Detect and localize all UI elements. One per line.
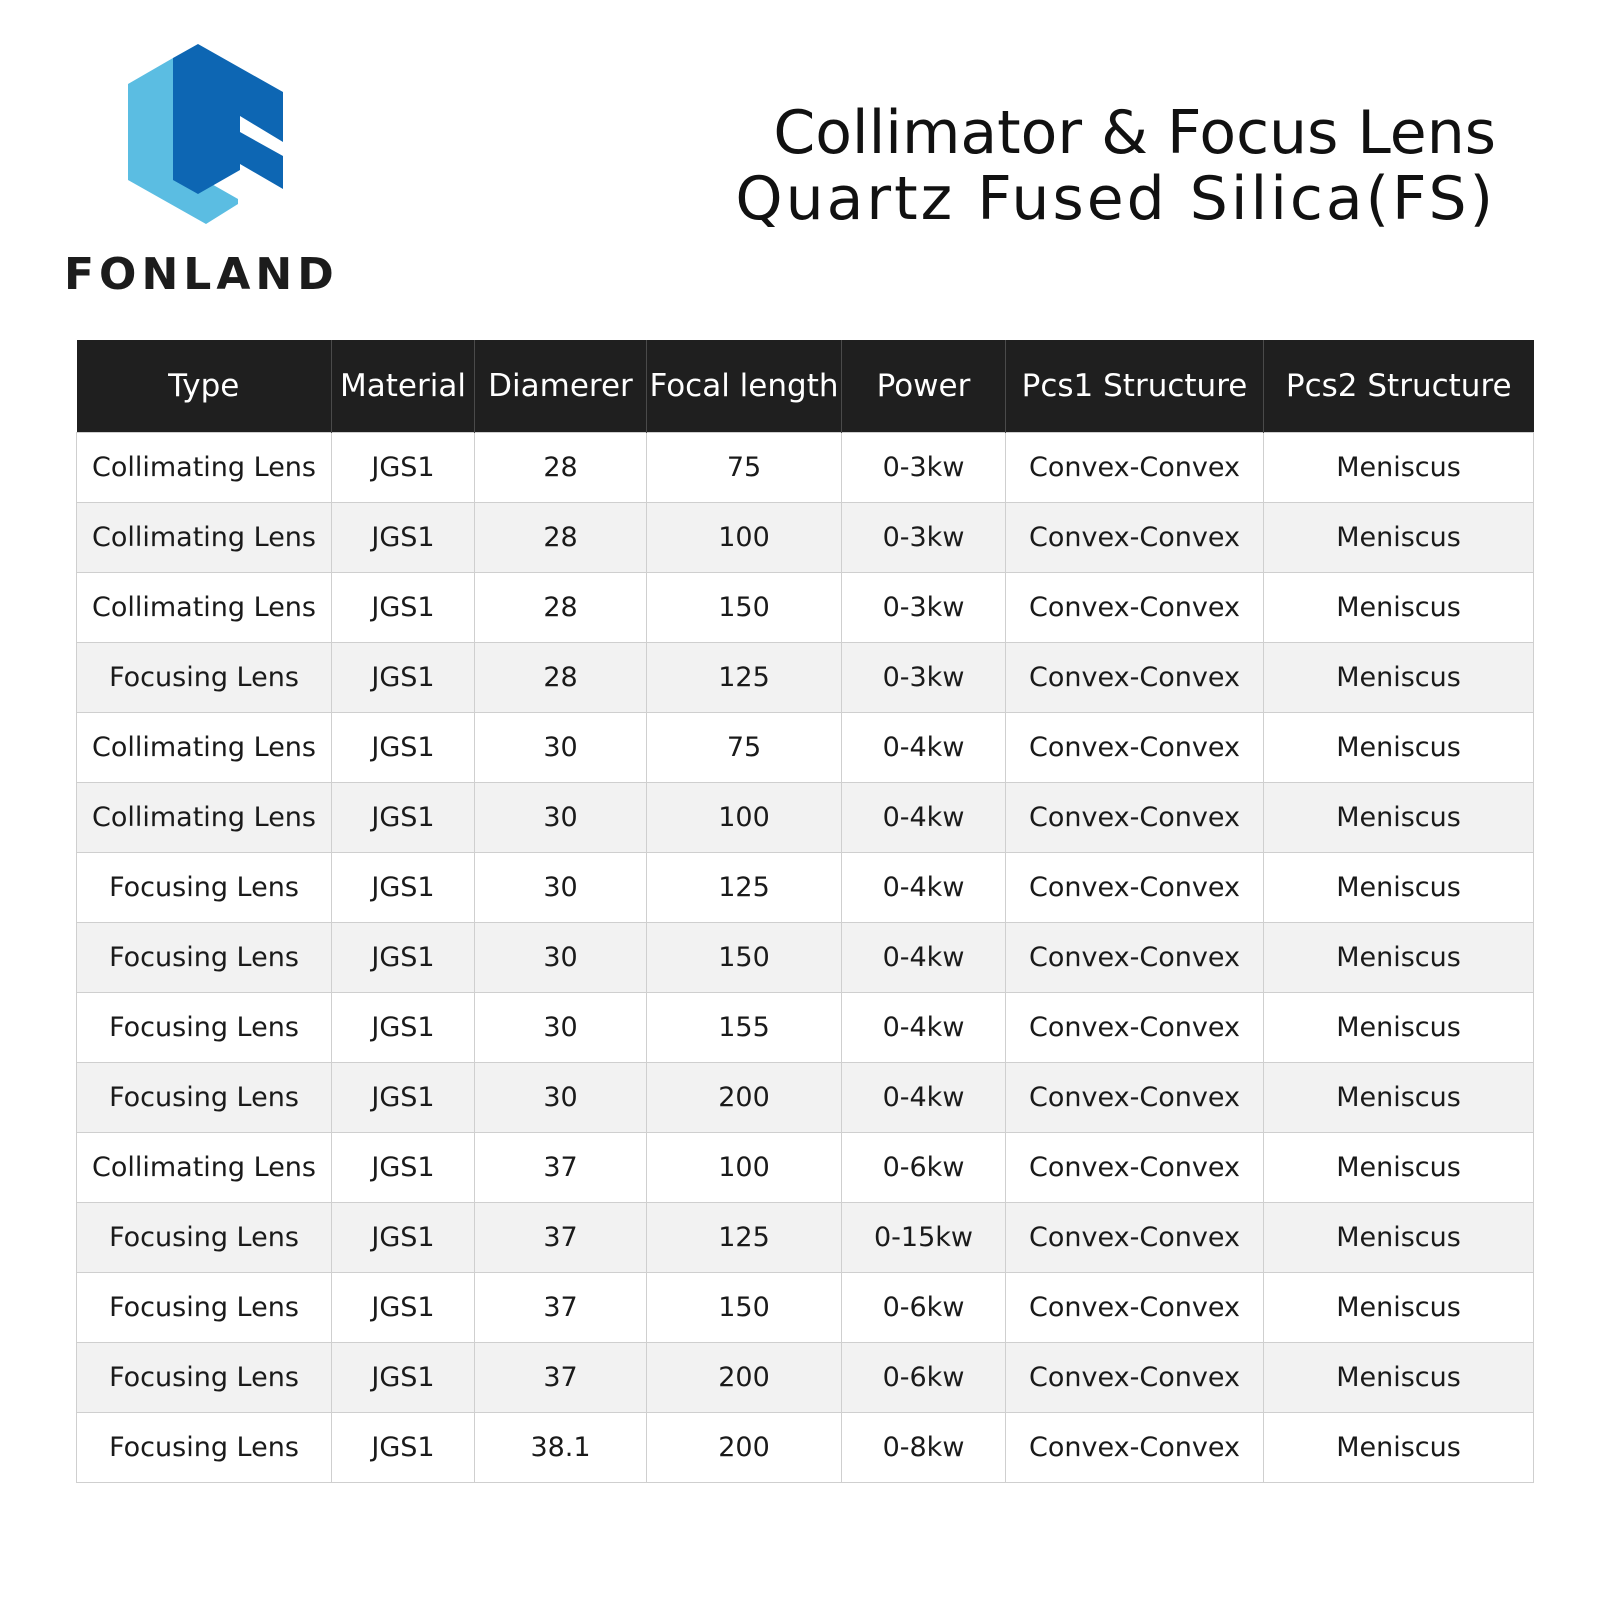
cell-power: 0-4kw <box>842 783 1006 853</box>
cell-diameter: 30 <box>475 853 647 923</box>
cell-power: 0-4kw <box>842 853 1006 923</box>
cell-pcs2-structure: Meniscus <box>1264 1273 1534 1343</box>
cell-type: Focusing Lens <box>77 1203 332 1273</box>
cell-pcs1-structure: Convex-Convex <box>1006 783 1264 853</box>
cell-focal-length: 125 <box>647 1203 842 1273</box>
table-row <box>77 1203 1534 1273</box>
cell-material: JGS1 <box>332 1133 475 1203</box>
cell-diameter: 30 <box>475 993 647 1063</box>
cell-pcs1-structure: Convex-Convex <box>1006 1413 1264 1483</box>
cell-diameter: 30 <box>475 783 647 853</box>
cell-type: Collimating Lens <box>77 783 332 853</box>
cell-diameter: 37 <box>475 1203 647 1273</box>
cell-type: Focusing Lens <box>77 1343 332 1413</box>
table-row <box>77 573 1534 643</box>
cell-material: JGS1 <box>332 503 475 573</box>
cell-diameter: 37 <box>475 1133 647 1203</box>
cell-pcs2-structure: Meniscus <box>1264 713 1534 783</box>
cell-type: Collimating Lens <box>77 433 332 503</box>
cell-diameter: 28 <box>475 573 647 643</box>
table-row <box>77 1133 1534 1203</box>
column-header-material: Material <box>332 340 475 433</box>
cell-pcs1-structure: Convex-Convex <box>1006 1343 1264 1413</box>
cell-pcs1-structure: Convex-Convex <box>1006 1133 1264 1203</box>
cell-power: 0-6kw <box>842 1343 1006 1413</box>
cell-material: JGS1 <box>332 993 475 1063</box>
cell-focal-length: 150 <box>647 573 842 643</box>
cell-diameter: 28 <box>475 503 647 573</box>
cell-power: 0-15kw <box>842 1203 1006 1273</box>
table-row <box>77 1413 1534 1483</box>
cell-pcs2-structure: Meniscus <box>1264 1133 1534 1203</box>
cell-diameter: 30 <box>475 923 647 993</box>
title-line-1: Collimator & Focus Lens <box>773 98 1496 168</box>
page-title <box>735 100 1496 232</box>
cell-pcs2-structure: Meniscus <box>1264 1203 1534 1273</box>
cell-diameter: 30 <box>475 1063 647 1133</box>
cell-type: Focusing Lens <box>77 1273 332 1343</box>
cell-material: JGS1 <box>332 1273 475 1343</box>
cell-diameter: 30 <box>475 713 647 783</box>
cell-power: 0-3kw <box>842 503 1006 573</box>
cell-type: Collimating Lens <box>77 503 332 573</box>
brand-name: FONLAND <box>64 249 339 300</box>
cell-pcs2-structure: Meniscus <box>1264 503 1534 573</box>
cell-focal-length: 100 <box>647 503 842 573</box>
cell-focal-length: 200 <box>647 1063 842 1133</box>
cell-pcs2-structure: Meniscus <box>1264 573 1534 643</box>
cell-power: 0-4kw <box>842 923 1006 993</box>
column-header-pcs2-structure: Pcs2 Structure <box>1264 340 1534 433</box>
table-row <box>77 503 1534 573</box>
cell-type: Focusing Lens <box>77 1413 332 1483</box>
cell-material: JGS1 <box>332 573 475 643</box>
cell-pcs1-structure: Convex-Convex <box>1006 853 1264 923</box>
column-header-power: Power <box>842 340 1006 433</box>
cell-focal-length: 150 <box>647 923 842 993</box>
cell-power: 0-3kw <box>842 433 1006 503</box>
column-header-pcs1-structure: Pcs1 Structure <box>1006 340 1264 433</box>
cell-power: 0-4kw <box>842 993 1006 1063</box>
cell-focal-length: 155 <box>647 993 842 1063</box>
column-header-diameter: Diamerer <box>475 340 647 433</box>
cell-pcs1-structure: Convex-Convex <box>1006 1273 1264 1343</box>
cell-focal-length: 75 <box>647 433 842 503</box>
cell-pcs1-structure: Convex-Convex <box>1006 573 1264 643</box>
table-row <box>77 643 1534 713</box>
cell-material: JGS1 <box>332 643 475 713</box>
cell-material: JGS1 <box>332 1413 475 1483</box>
cell-focal-length: 75 <box>647 713 842 783</box>
cell-pcs1-structure: Convex-Convex <box>1006 643 1264 713</box>
cell-type: Focusing Lens <box>77 1063 332 1133</box>
table-row <box>77 1063 1534 1133</box>
cell-type: Focusing Lens <box>77 923 332 993</box>
cell-power: 0-4kw <box>842 1063 1006 1133</box>
lens-spec-table <box>76 340 1534 1483</box>
cell-power: 0-6kw <box>842 1273 1006 1343</box>
cell-material: JGS1 <box>332 1063 475 1133</box>
cell-pcs1-structure: Convex-Convex <box>1006 433 1264 503</box>
cell-material: JGS1 <box>332 923 475 993</box>
cell-pcs2-structure: Meniscus <box>1264 923 1534 993</box>
cell-type: Collimating Lens <box>77 573 332 643</box>
cell-focal-length: 200 <box>647 1413 842 1483</box>
table-row <box>77 923 1534 993</box>
cell-power: 0-3kw <box>842 573 1006 643</box>
cell-pcs1-structure: Convex-Convex <box>1006 1203 1264 1273</box>
cell-material: JGS1 <box>332 1203 475 1273</box>
cell-material: JGS1 <box>332 433 475 503</box>
cell-pcs2-structure: Meniscus <box>1264 853 1534 923</box>
title-line-2: Quartz Fused Silica(FS) <box>735 164 1496 234</box>
column-header-type: Type <box>77 340 332 433</box>
cell-pcs2-structure: Meniscus <box>1264 783 1534 853</box>
cell-material: JGS1 <box>332 1343 475 1413</box>
cell-focal-length: 100 <box>647 1133 842 1203</box>
cell-diameter: 28 <box>475 433 647 503</box>
table-body <box>77 433 1534 1483</box>
table-row <box>77 1273 1534 1343</box>
cell-pcs2-structure: Meniscus <box>1264 993 1534 1063</box>
table-row <box>77 713 1534 783</box>
cell-pcs2-structure: Meniscus <box>1264 1343 1534 1413</box>
cell-pcs1-structure: Convex-Convex <box>1006 993 1264 1063</box>
cell-pcs2-structure: Meniscus <box>1264 1413 1534 1483</box>
cell-power: 0-6kw <box>842 1133 1006 1203</box>
cell-power: 0-8kw <box>842 1413 1006 1483</box>
cell-diameter: 28 <box>475 643 647 713</box>
cell-focal-length: 125 <box>647 853 842 923</box>
cell-material: JGS1 <box>332 853 475 923</box>
table-row <box>77 783 1534 853</box>
cell-type: Collimating Lens <box>77 1133 332 1203</box>
table-row <box>77 993 1534 1063</box>
cell-material: JGS1 <box>332 783 475 853</box>
cell-material: JGS1 <box>332 713 475 783</box>
cell-type: Focusing Lens <box>77 853 332 923</box>
cell-pcs1-structure: Convex-Convex <box>1006 1063 1264 1133</box>
cell-pcs2-structure: Meniscus <box>1264 433 1534 503</box>
table-header-row <box>77 340 1534 433</box>
cell-pcs1-structure: Convex-Convex <box>1006 713 1264 783</box>
cell-diameter: 37 <box>475 1343 647 1413</box>
table-row <box>77 853 1534 923</box>
cell-type: Collimating Lens <box>77 713 332 783</box>
cell-pcs2-structure: Meniscus <box>1264 1063 1534 1133</box>
cell-power: 0-4kw <box>842 713 1006 783</box>
cell-focal-length: 200 <box>647 1343 842 1413</box>
fonland-logo-icon <box>128 44 288 229</box>
cell-power: 0-3kw <box>842 643 1006 713</box>
cell-focal-length: 150 <box>647 1273 842 1343</box>
cell-pcs1-structure: Convex-Convex <box>1006 923 1264 993</box>
cell-focal-length: 100 <box>647 783 842 853</box>
cell-pcs2-structure: Meniscus <box>1264 643 1534 713</box>
column-header-focal-length: Focal length <box>647 340 842 433</box>
cell-type: Focusing Lens <box>77 643 332 713</box>
table-row <box>77 433 1534 503</box>
cell-focal-length: 125 <box>647 643 842 713</box>
brand-logo <box>64 44 364 304</box>
cell-pcs1-structure: Convex-Convex <box>1006 503 1264 573</box>
table-row <box>77 1343 1534 1413</box>
cell-diameter: 37 <box>475 1273 647 1343</box>
cell-diameter: 38.1 <box>475 1413 647 1483</box>
cell-type: Focusing Lens <box>77 993 332 1063</box>
